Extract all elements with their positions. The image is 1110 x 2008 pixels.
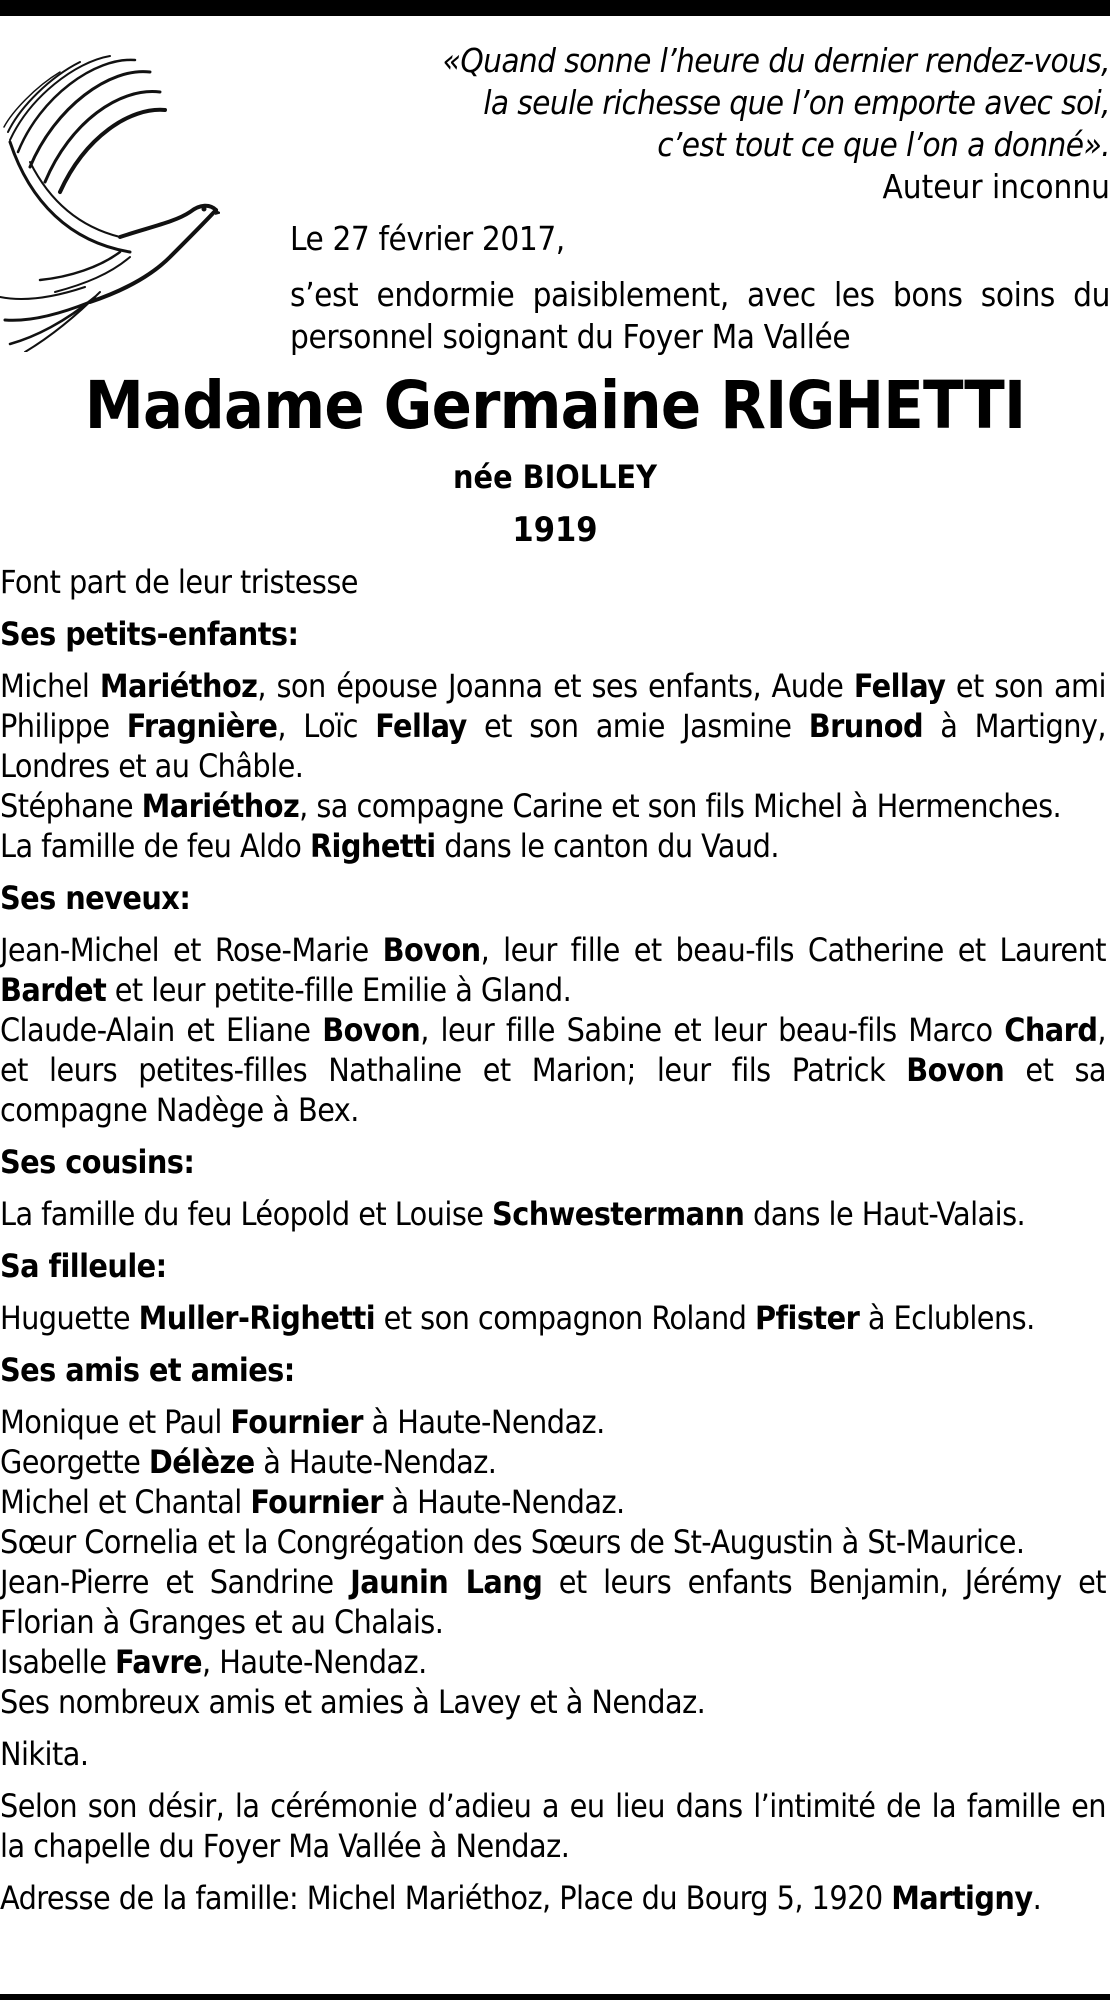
paragraph: Huguette Muller-Righetti et son compagnon Roland Pfister à Eclublens. bbox=[0, 1299, 1035, 1337]
quote-line: c’est tout ce que l’on a donné». bbox=[657, 125, 1110, 164]
quote-line: la seule richesse que l’on emporte avec soi, bbox=[483, 83, 1110, 122]
nikita-line: Nikita. bbox=[0, 1735, 89, 1773]
section-heading-neveux: Ses neveux: bbox=[0, 879, 191, 917]
obituary-body bbox=[0, 562, 1106, 1918]
announce-line: Font part de leur tristesse bbox=[0, 563, 358, 601]
paragraph: Jean-Pierre et Sandrine Jaunin Lang et leurs enfants Benjamin, Jérémy et Florian à Granges et au Chalais. bbox=[0, 1563, 1106, 1641]
birth-year: 1919 bbox=[512, 510, 598, 550]
section-heading-amis: Ses amis et amies: bbox=[0, 1351, 295, 1389]
paragraph: La famille de feu Aldo Righetti dans le canton du Vaud. bbox=[0, 827, 779, 865]
paragraph: Ses nombreux amis et amies à Lavey et à Nendaz. bbox=[0, 1683, 706, 1721]
top-rule bbox=[0, 0, 1110, 16]
epigraph-quote bbox=[290, 40, 1110, 208]
paragraph: Isabelle Favre, Haute-Nendaz. bbox=[0, 1643, 427, 1681]
deceased-name: Madame Germaine RIGHETTI bbox=[84, 367, 1026, 444]
paragraph: Michel Mariéthoz, son épouse Joanna et ses enfants, Aude Fellay et son ami Philippe Fragnière, Loïc Fellay et son amie Jasmine Brunod à Martigny, Londres et au Châble. bbox=[0, 667, 1107, 785]
paragraph: Georgette Délèze à Haute-Nendaz. bbox=[0, 1443, 497, 1481]
intro bbox=[290, 218, 1110, 358]
section-heading-filleule: Sa filleule: bbox=[0, 1247, 167, 1285]
paragraph: Stéphane Mariéthoz, sa compagne Carine et son fils Michel à Hermenches. bbox=[0, 787, 1062, 825]
dove-icon bbox=[0, 52, 220, 352]
quote-line: «Quand sonne l’heure du dernier rendez-vous, bbox=[442, 41, 1110, 80]
family-address: Adresse de la famille: Michel Mariéthoz, Place du Bourg 5, 1920 Martigny. bbox=[0, 1879, 1042, 1917]
quote-author: Auteur inconnu bbox=[882, 167, 1110, 206]
paragraph: Jean-Michel et Rose-Marie Bovon, leur fille et beau-fils Catherine et Laurent Bardet et leur petite-fille Emilie à Gland. bbox=[0, 931, 1106, 1009]
paragraph: Michel et Chantal Fournier à Haute-Nendaz. bbox=[0, 1483, 625, 1521]
paragraph: Claude-Alain et Eliane Bovon, leur fille Sabine et leur beau-fils Marco Chard, et leurs petites-filles Nathaline et Marion; leur fils Patrick Bovon et sa compagne Nadège à Bex. bbox=[0, 1011, 1107, 1129]
ceremony-text: Selon son désir, la cérémonie d’adieu a eu lieu dans l’intimité de la famille en la chapelle du Foyer Ma Vallée à Nendaz. bbox=[0, 1787, 1106, 1865]
death-date: Le 27 février 2017, bbox=[290, 219, 565, 258]
paragraph: Monique et Paul Fournier à Haute-Nendaz. bbox=[0, 1403, 605, 1441]
paragraph: La famille du feu Léopold et Louise Schwestermann dans le Haut-Valais. bbox=[0, 1195, 1026, 1233]
section-heading-cousins: Ses cousins: bbox=[0, 1143, 195, 1181]
intro-text: s’est endormie paisiblement, avec les bons soins du personnel soignant du Foyer Ma Vallée bbox=[290, 275, 1110, 356]
maiden-name: née BIOLLEY bbox=[453, 458, 657, 496]
section-heading-petits-enfants: Ses petits-enfants: bbox=[0, 615, 299, 653]
bottom-rule bbox=[0, 1994, 1110, 2000]
paragraph: Sœur Cornelia et la Congrégation des Sœurs de St-Augustin à St-Maurice. bbox=[0, 1523, 1025, 1561]
